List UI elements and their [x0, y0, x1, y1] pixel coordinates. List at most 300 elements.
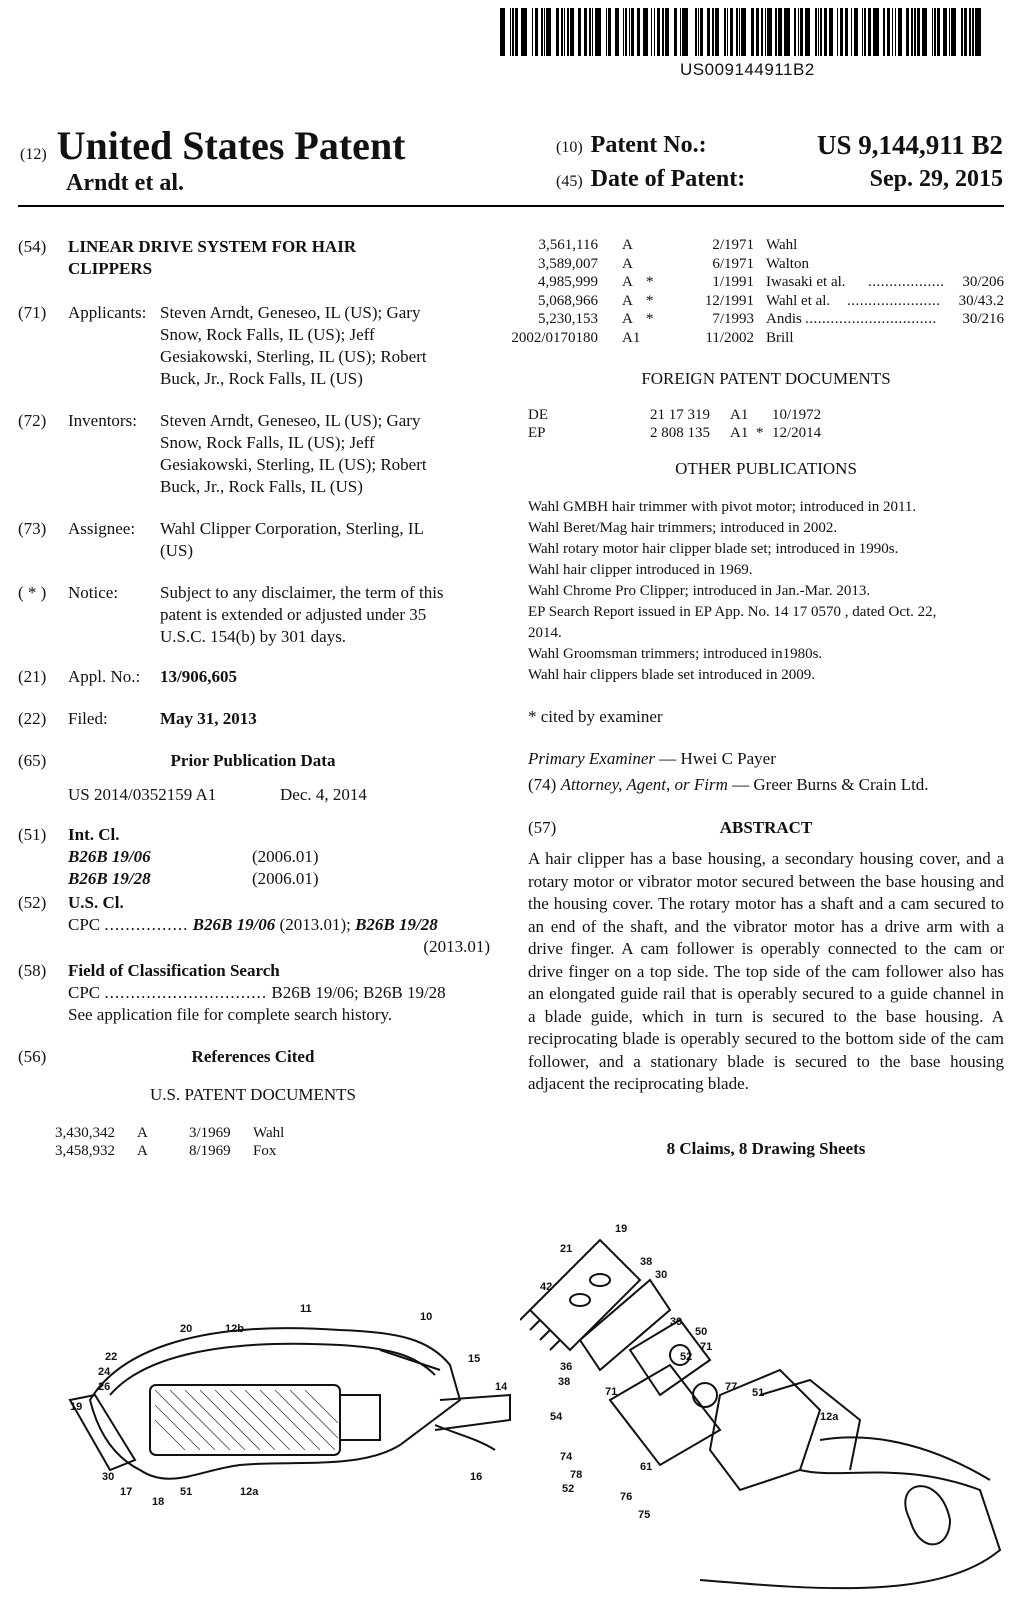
reference-numeral-label: 26	[98, 1381, 111, 1393]
barcode-bar	[589, 8, 591, 56]
cpc-version-1: (2013.01);	[279, 915, 351, 934]
us-ref-table	[55, 1124, 355, 1160]
barcode	[500, 8, 1002, 56]
barcode-bar	[751, 8, 754, 56]
barcode-bar	[512, 8, 514, 56]
filed-value: May 31, 2013	[160, 709, 257, 728]
barcode-bar	[682, 8, 688, 56]
reference-row	[55, 1124, 355, 1142]
reference-numeral-label: 38	[640, 1256, 653, 1268]
title-line-2: CLIPPERS	[68, 259, 153, 278]
reference-row	[528, 273, 1004, 292]
applicant-line: Snow, Rock Falls, IL (US); Jeff	[160, 325, 375, 344]
reference-numeral-label: 30	[655, 1269, 668, 1281]
notice-label: Notice:	[68, 583, 119, 602]
attorney-label: Attorney, Agent, or Firm	[560, 775, 728, 794]
ref-date: 10/1972	[772, 407, 822, 423]
barcode-bar	[584, 8, 587, 56]
barcode-bar	[778, 8, 781, 56]
barcode-bar	[820, 8, 822, 56]
barcode-bar	[724, 8, 726, 56]
barcode-bar	[761, 8, 763, 56]
ref-number: 2002/0170180	[511, 329, 598, 346]
ref-class: 30/216	[962, 311, 1004, 327]
barcode-bar	[815, 8, 817, 56]
ref-name: Wahl	[766, 237, 798, 253]
barcode-bar	[862, 8, 864, 56]
barcode-bar	[544, 8, 546, 56]
other-pub-heading: OTHER PUBLICATIONS	[675, 459, 857, 478]
ref-number: 3,458,932	[55, 1143, 115, 1159]
ref-kind: A	[137, 1125, 148, 1141]
publication-line: Wahl rotary motor hair clipper blade set; introduced in 1990s.	[528, 541, 899, 557]
reference-row	[528, 292, 1004, 311]
claims-summary: 8 Claims, 8 Drawing Sheets	[666, 1139, 866, 1158]
barcode-bar	[914, 8, 916, 56]
barcode-bar	[784, 8, 790, 56]
barcode-bar	[887, 8, 890, 56]
reference-numeral-label: 16	[470, 1471, 483, 1483]
barcode-bar	[651, 8, 653, 56]
foreign-reference-row	[528, 406, 1004, 424]
barcode-bar	[556, 8, 559, 56]
publication-line: Wahl hair clipper introduced in 1969.	[528, 562, 753, 578]
dot-leader: ...............................	[805, 311, 937, 327]
code-52: (52)	[18, 893, 47, 912]
ref-name: Wahl	[253, 1125, 285, 1141]
ref-name: Iwasaki et al.	[766, 274, 846, 290]
reference-numeral-label: 14	[495, 1381, 508, 1393]
attorney-name: — Greer Burns & Crain Ltd.	[732, 775, 929, 794]
cpc-label: CPC	[68, 915, 101, 934]
barcode-bar	[767, 8, 772, 56]
date-label-group	[556, 166, 745, 193]
barcode-bar	[515, 8, 518, 56]
barcode-bar	[662, 8, 664, 56]
barcode-bar	[818, 8, 820, 56]
barcode-bar	[943, 8, 946, 56]
int-cl-class: B26B 19/28	[68, 869, 151, 888]
barcode-bar	[625, 8, 627, 56]
assignee-value	[160, 518, 495, 562]
us-cl-cpc-line	[68, 914, 438, 936]
ref-number: 3,561,116	[538, 237, 598, 253]
header-rule	[18, 205, 1004, 207]
ref-number: 3,589,007	[538, 255, 598, 272]
reference-numeral-label: 52	[562, 1483, 575, 1495]
prior-pub-date: Dec. 4, 2014	[280, 785, 367, 804]
publication-line: EP Search Report issued in EP App. No. 14 17 0570 , dated Oct. 22,	[528, 604, 937, 620]
assignee-line-1: Wahl Clipper Corporation, Sterling, IL	[160, 519, 424, 538]
filed-label: Filed:	[68, 709, 108, 728]
ref-country: DE	[528, 407, 548, 423]
ref-number: 5,068,966	[538, 292, 598, 309]
barcode-bar	[715, 8, 720, 56]
notice-line: U.S.C. 154(b) by 301 days.	[160, 627, 347, 646]
code-72: (72)	[18, 411, 47, 430]
reference-numeral-label: 30	[102, 1471, 115, 1483]
code-73: (73)	[18, 519, 47, 538]
barcode-bar	[637, 8, 640, 56]
authors: Arndt et al.	[66, 170, 184, 196]
clipper-side-view-drawing	[40, 1290, 540, 1520]
reference-numeral-label: 74	[560, 1451, 573, 1463]
attorney-line	[528, 774, 929, 796]
ref-name: Fox	[253, 1143, 277, 1159]
field-search-value: B26B 19/06; B26B 19/28	[271, 983, 446, 1002]
inventor-line: Steven Arndt, Geneseo, IL (US); Gary	[160, 411, 421, 430]
examiner-name: — Hwei C Payer	[659, 749, 776, 768]
barcode-bar	[975, 8, 981, 56]
ref-date: 2/1971	[712, 237, 754, 253]
ref-class: 30/43.2	[958, 292, 1004, 309]
us-ref-table-cont	[511, 236, 1004, 347]
barcode-bar	[883, 8, 885, 56]
examiner-line	[528, 748, 776, 770]
reference-numeral-label: 52	[680, 1351, 693, 1363]
barcode-bar	[736, 8, 738, 56]
int-cl-label: Int. Cl.	[68, 825, 120, 844]
reference-row	[528, 255, 1004, 274]
inventors-label: Inventors:	[68, 411, 137, 430]
publication-line: 2014.	[528, 625, 562, 641]
barcode-bar	[805, 8, 810, 56]
barcode-bar	[615, 8, 620, 56]
code-45: (45)	[556, 173, 583, 190]
ref-name: Andis	[766, 311, 802, 327]
applicant-line: Steven Arndt, Geneseo, IL (US); Gary	[160, 303, 421, 322]
ref-kind: A1	[730, 407, 749, 423]
barcode-bar	[898, 8, 903, 56]
int-cl-version: (2006.01)	[252, 869, 319, 888]
barcode-bar	[680, 8, 682, 56]
barcode-bar	[932, 8, 934, 56]
references-heading: References Cited	[191, 1047, 315, 1066]
barcode-bar	[741, 8, 746, 56]
title-line-1: LINEAR DRIVE SYSTEM FOR HAIR	[68, 237, 357, 256]
barcode-bar	[695, 8, 697, 56]
int-cl-class: B26B 19/06	[68, 847, 151, 866]
barcode-bar	[840, 8, 843, 56]
ref-name: Wahl et al.	[766, 292, 831, 309]
code-51: (51)	[18, 825, 47, 844]
reference-numeral-label: 75	[638, 1509, 651, 1521]
code-71: (71)	[18, 303, 47, 322]
ref-date: 12/1991	[704, 292, 754, 309]
dot-leader: ......................	[847, 292, 941, 309]
reference-numeral-label: 76	[620, 1491, 633, 1503]
reference-numeral-label: 12a	[240, 1486, 259, 1498]
inventor-line: Snow, Rock Falls, IL (US); Jeff	[160, 433, 375, 452]
left-column	[0, 236, 500, 1159]
dot-leader: ..................	[868, 274, 945, 290]
appl-no-label: Appl. No.:	[68, 667, 141, 686]
barcode-bar	[546, 8, 551, 56]
field-search-note: See application file for complete search history.	[68, 1005, 393, 1024]
barcode-bar	[654, 8, 656, 56]
prior-pub-heading: Prior Publication Data	[170, 751, 336, 770]
code-12: (12)	[20, 146, 47, 163]
barcode-bar	[541, 8, 543, 56]
barcode-bar	[895, 8, 897, 56]
reference-numeral-label: 12a	[820, 1411, 839, 1423]
ref-date: 12/2014	[772, 425, 822, 441]
barcode-number: US009144911B2	[680, 60, 815, 79]
assignee-line-2: (US)	[160, 541, 194, 560]
code-notice: ( * )	[18, 583, 47, 602]
barcode-bar	[868, 8, 871, 56]
barcode-bar	[595, 8, 601, 56]
reference-row	[528, 236, 1004, 255]
barcode-bar	[854, 8, 859, 56]
barcode-bar	[561, 8, 563, 56]
abstract-text: A hair clipper has a base housing, a secondary housing cover, and a rotary motor or vibrator motor secured between the base housing and the housing cover. The rotary motor has a shaft and a cam secured to an end of the shaft, and the vibrator motor has a drive arm with a drive finger. A cam follower is operably connected to the cam or drive finger on a top side. The top side of the cam follower also has an elongated guide rail that is operably secured to a guide channel in a blade guide, which in turn is secured to the base housing. A reciprocating blade is operably secured to the bottom side of the cam follower, and a stationary blade is secured to the base housing adjacent the reciprocating blade.	[528, 849, 1004, 1093]
barcode-bar	[567, 8, 569, 56]
ref-date: 3/1969	[189, 1125, 231, 1141]
barcode-bar	[578, 8, 581, 56]
applicants-label: Applicants:	[68, 303, 147, 322]
barcode-bar	[698, 8, 700, 56]
barcode-bar	[829, 8, 834, 56]
prior-pub-number: US 2014/0352159 A1	[68, 785, 217, 804]
cpc-label: CPC	[68, 983, 101, 1002]
barcode-bar	[700, 8, 703, 56]
barcode-bar	[564, 8, 566, 56]
barcode-bar	[892, 8, 894, 56]
reference-numeral-label: 17	[120, 1486, 133, 1498]
barcode-bar	[824, 8, 827, 56]
ref-kind: A	[622, 274, 633, 290]
field-search-label: Field of Classification Search	[68, 961, 280, 980]
ref-kind: A	[622, 292, 633, 309]
reference-numeral-label: 21	[560, 1243, 573, 1255]
barcode-bar	[775, 8, 777, 56]
foreign-ref-table	[528, 406, 1004, 442]
assignee-label: Assignee:	[68, 519, 136, 538]
inventor-line: Buck, Jr., Rock Falls, IL (US)	[160, 477, 363, 496]
reference-numeral-label: 51	[752, 1387, 765, 1399]
publication-line: Wahl Chrome Pro Clipper; introduced in Jan.-Mar. 2013.	[528, 583, 871, 599]
barcode-bar	[657, 8, 660, 56]
cpc-class-2: B26B 19/28	[355, 915, 438, 934]
barcode-bar	[917, 8, 920, 56]
reference-numeral-label: 22	[105, 1351, 118, 1363]
barcode-bar	[570, 8, 575, 56]
reference-numeral-label: 61	[640, 1461, 653, 1473]
inventors-list	[160, 410, 495, 498]
reference-numeral-label: 36	[560, 1361, 573, 1373]
reference-numeral-label: 24	[98, 1366, 111, 1378]
barcode-bar	[837, 8, 839, 56]
reference-numeral-label: 19	[70, 1401, 83, 1413]
code-65: (65)	[18, 751, 47, 770]
barcode-bar	[800, 8, 803, 56]
reference-numeral-label: 77	[725, 1381, 738, 1393]
barcode-bar	[608, 8, 611, 56]
ref-date: 8/1969	[189, 1143, 231, 1159]
us-cl-label: U.S. Cl.	[68, 893, 124, 912]
ref-country: EP	[528, 425, 546, 441]
barcode-bar	[623, 8, 625, 56]
ref-number: 3,430,342	[55, 1125, 115, 1141]
ref-kind: A	[622, 237, 633, 253]
barcode-bar	[864, 8, 866, 56]
reference-numeral-label: 78	[570, 1469, 583, 1481]
code-22: (22)	[18, 709, 47, 728]
reference-numeral-label: 12b	[225, 1323, 244, 1335]
barcode-bar	[969, 8, 971, 56]
code-56: (56)	[18, 1047, 47, 1066]
patent-no-label-group	[556, 132, 707, 159]
reference-numeral-label: 10	[420, 1311, 433, 1323]
barcode-bar	[851, 8, 853, 56]
examiner-label: Primary Examiner	[528, 749, 656, 768]
foreign-reference-row	[528, 424, 1004, 442]
reference-numeral-label: 19	[615, 1223, 628, 1235]
barcode-bar	[949, 8, 951, 56]
patent-date: Sep. 29, 2015	[869, 166, 1003, 192]
code-58: (58)	[18, 961, 47, 980]
barcode-bar	[643, 8, 648, 56]
reference-numeral-label: 11	[300, 1303, 312, 1315]
barcode-bar	[794, 8, 796, 56]
barcode-bar	[631, 8, 634, 56]
code-74: (74)	[528, 775, 557, 794]
barcode-bar	[707, 8, 710, 56]
barcode-bar	[972, 8, 974, 56]
barcode-bar	[606, 8, 608, 56]
title-text: United States Patent	[56, 123, 406, 168]
barcode-bar	[937, 8, 940, 56]
ref-kind: A1	[730, 425, 749, 441]
reference-row	[511, 329, 1004, 348]
publication-line: Wahl GMBH hair trimmer with pivot motor; introduced in 2011.	[528, 499, 917, 515]
ref-class: 30/206	[962, 274, 1004, 290]
barcode-bar	[730, 8, 733, 56]
publication-line: Wahl hair clippers blade set introduced in 2009.	[528, 667, 816, 683]
code-10: (10)	[556, 139, 583, 156]
barcode-bar	[739, 8, 741, 56]
inventor-line: Gesiakowski, Sterling, IL (US); Robert	[160, 455, 427, 474]
reference-numeral-label: 20	[180, 1323, 193, 1335]
ref-date: 7/1993	[712, 311, 754, 327]
dot-leader: ...............................	[104, 983, 268, 1002]
date-label: Date of Patent:	[590, 166, 746, 192]
cpc-version-2: (2013.01)	[423, 937, 490, 956]
barcode-bar	[873, 8, 879, 56]
reference-numeral-label: 51	[180, 1486, 193, 1498]
abstract-heading: ABSTRACT	[719, 818, 813, 837]
ref-kind: A1	[622, 329, 641, 346]
ref-number: 5,230,153	[538, 311, 598, 327]
cited-note: * cited by examiner	[528, 707, 663, 726]
other-pub-list	[528, 497, 1004, 686]
barcode-bar	[906, 8, 909, 56]
barcode-bar	[521, 8, 527, 56]
int-cl-version: (2006.01)	[252, 847, 319, 866]
ref-star: *	[646, 292, 654, 309]
applicants-list	[160, 302, 495, 390]
dot-leader: ................	[104, 915, 189, 934]
ref-number: 2 808 135	[650, 425, 710, 441]
barcode-bar	[934, 8, 936, 56]
code-57: (57)	[528, 818, 557, 837]
reference-row	[55, 1142, 355, 1160]
barcode-bar	[964, 8, 967, 56]
publication-line: Wahl Groomsman trimmers; introduced in1980s.	[528, 646, 823, 662]
notice-line: Subject to any disclaimer, the term of this	[160, 583, 444, 602]
applicant-line: Gesiakowski, Sterling, IL (US); Robert	[160, 347, 427, 366]
ref-number: 4,985,999	[538, 274, 598, 290]
us-patent-docs-heading: U.S. PATENT DOCUMENTS	[150, 1085, 356, 1104]
barcode-bar	[765, 8, 767, 56]
ref-kind: A	[622, 255, 633, 272]
barcode-bar	[674, 8, 677, 56]
reference-numeral-label: 71	[605, 1386, 618, 1398]
reference-numeral-label: 38	[558, 1376, 571, 1388]
barcode-bar	[712, 8, 714, 56]
barcode-bar	[510, 8, 512, 56]
barcode-bar	[665, 8, 670, 56]
ref-name: Walton	[766, 255, 809, 272]
ref-star: *	[646, 274, 654, 290]
ref-name: Brill	[766, 329, 794, 346]
ref-star: *	[646, 311, 654, 327]
ref-date: 6/1971	[712, 255, 754, 272]
cpc-class-1: B26B 19/06	[192, 915, 276, 934]
patent-type-title	[20, 122, 406, 169]
foreign-heading: FOREIGN PATENT DOCUMENTS	[641, 369, 891, 388]
appl-no-value: 13/906,605	[160, 667, 237, 686]
barcode-bar	[629, 8, 631, 56]
ref-date: 1/1991	[712, 274, 754, 290]
barcode-bar	[756, 8, 759, 56]
ref-kind: A	[137, 1143, 148, 1159]
notice-line: patent is extended or adjusted under 35	[160, 605, 427, 624]
barcode-bar	[911, 8, 913, 56]
barcode-bar	[500, 8, 505, 56]
notice-text	[160, 582, 495, 648]
publication-line: Wahl Beret/Mag hair trimmers; introduced in 2002.	[528, 520, 838, 536]
reference-numeral-label: 54	[550, 1411, 563, 1423]
ref-date: 11/2002	[705, 329, 754, 346]
ref-kind: A	[622, 311, 633, 327]
field-search-cpc-line	[68, 982, 446, 1004]
applicant-line: Buck, Jr., Rock Falls, IL (US)	[160, 369, 363, 388]
reference-numeral-label: 15	[468, 1353, 481, 1365]
ref-star: *	[756, 425, 764, 441]
patent-number: US 9,144,911 B2	[816, 130, 1003, 160]
ref-number: 21 17 319	[650, 407, 710, 423]
reference-row	[528, 310, 1004, 329]
barcode-bar	[535, 8, 538, 56]
code-21: (21)	[18, 667, 47, 686]
barcode-bar	[798, 8, 800, 56]
patent-no-label: Patent No.:	[590, 132, 707, 158]
barcode-bar	[961, 8, 963, 56]
clipper-exploded-view-drawing	[520, 1220, 1010, 1600]
reference-numeral-label: 39	[670, 1316, 683, 1328]
reference-numeral-label: 71	[700, 1341, 713, 1353]
barcode-bar	[922, 8, 927, 56]
barcode-bar	[727, 8, 729, 56]
code-54: (54)	[18, 237, 47, 256]
reference-numeral-label: 18	[152, 1496, 165, 1508]
barcode-bar	[845, 8, 848, 56]
reference-numeral-label: 42	[540, 1281, 553, 1293]
barcode-bar	[951, 8, 956, 56]
barcode-bar	[592, 8, 594, 56]
